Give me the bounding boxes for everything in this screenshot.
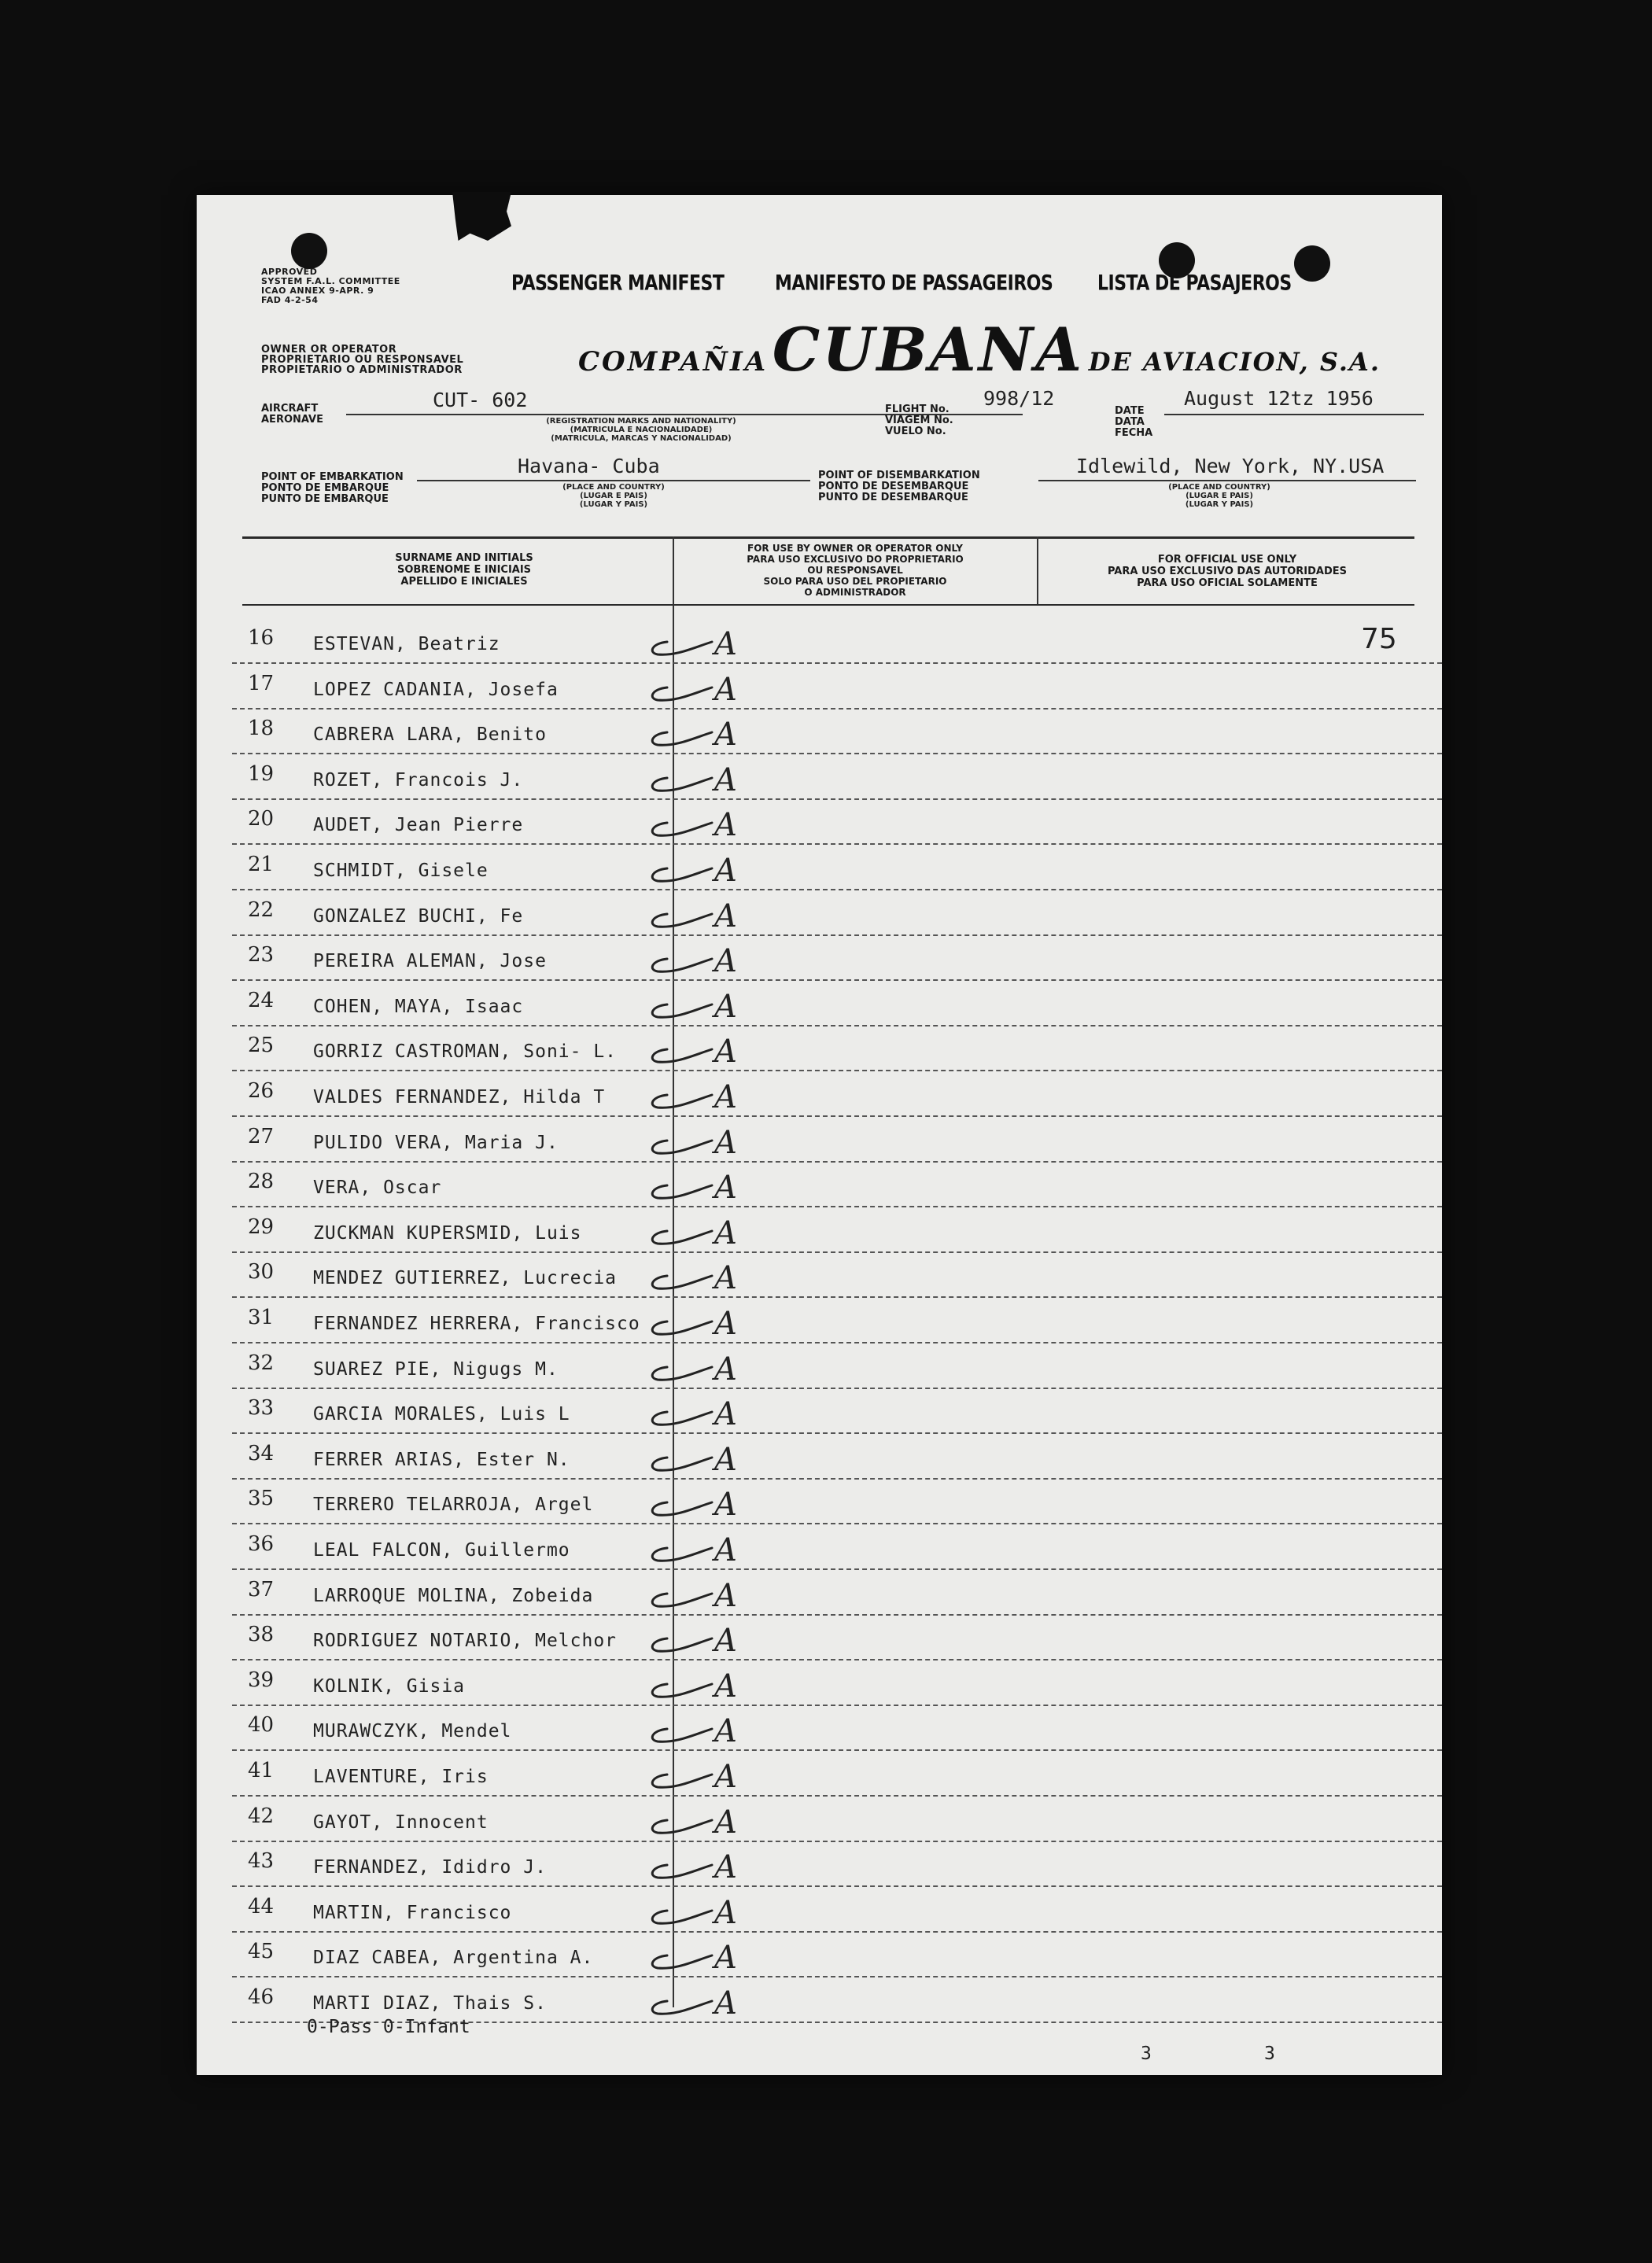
table-row	[197, 618, 1442, 664]
passenger-name: GORRIZ CASTROMAN, Soni- L.	[313, 1041, 618, 1063]
passenger-name: VALDES FERNANDEZ, Hilda T	[313, 1087, 606, 1108]
footer-page-a: 3	[1141, 2044, 1152, 2064]
passenger-name: DIAZ CABEA, Argentina A.	[313, 1948, 594, 1969]
passenger-name: PULIDO VERA, Maria J.	[313, 1132, 559, 1153]
row-number: 22	[248, 897, 275, 922]
check-mark-icon	[621, 890, 763, 936]
table-row	[197, 799, 1442, 845]
check-mark-icon	[621, 1660, 763, 1706]
company-logo: COMPAÑIA CUBANA DE AVIACION, S.A.	[578, 315, 1381, 385]
passenger-name: MENDEZ GUTIERREZ, Lucrecia	[313, 1268, 618, 1289]
approval-stamp: APPROVED SYSTEM F.A.L. COMMITTEE ICAO ANNEX 9-APR. 9 FAD 4-2-54	[261, 267, 400, 305]
passenger-name: SCHMIDT, Gisele	[313, 861, 489, 881]
title-spanish: LISTA DE PASAJEROS	[1097, 271, 1292, 296]
table-row	[197, 935, 1442, 981]
torn-corner	[452, 192, 511, 241]
check-mark-icon	[621, 981, 763, 1026]
table-row	[197, 1751, 1442, 1797]
table-row	[197, 1071, 1442, 1117]
check-mark-icon	[621, 1887, 763, 1933]
passenger-name: ZUCKMAN KUPERSMID, Luis	[313, 1222, 582, 1244]
check-mark-icon	[621, 754, 763, 800]
approval-mark: A	[714, 853, 737, 889]
column-divider	[1037, 536, 1038, 604]
approval-mark: A	[714, 761, 737, 798]
approval-mark: A	[714, 1532, 737, 1568]
check-mark-icon	[621, 1570, 763, 1616]
approval-mark: A	[714, 1985, 737, 2022]
row-number: 19	[248, 761, 275, 786]
table-row	[197, 1932, 1442, 1977]
table-row	[197, 1252, 1442, 1298]
embarkation-sublabel: (PLACE AND COUNTRY) (LUGAR E PAIS) (LUGAR Y PAIS)	[562, 483, 665, 509]
aircraft-sublabel: (REGISTRATION MARKS AND NATIONALITY) (MATRICULA E NACIONALIDADE) (MATRICULA, MARCAS Y NACIONALIDAD)	[546, 417, 736, 443]
flight-value: 998/12	[983, 387, 1055, 410]
embarkation-value: Havana- Cuba	[518, 455, 660, 477]
disembarkation-label: POINT OF DISEMBARKATION PONTO DE DESEMBARQUE PUNTO DE DESEMBARQUE	[818, 470, 980, 503]
passenger-name: GONZALEZ BUCHI, Fe	[313, 905, 524, 927]
approval-mark: A	[714, 1759, 737, 1795]
check-mark-icon	[621, 1841, 763, 1887]
table-row	[197, 1117, 1442, 1163]
footer-page-b: 3	[1264, 2044, 1275, 2064]
passenger-name: AUDET, Jean Pierre	[313, 815, 524, 836]
check-mark-icon	[621, 664, 763, 709]
table-row	[197, 709, 1442, 754]
row-number: 23	[248, 943, 275, 967]
date-label: DATE DATA FECHA	[1115, 405, 1153, 439]
passenger-name: KOLNIK, Gisia	[313, 1675, 466, 1697]
table-row	[197, 1026, 1442, 1071]
passenger-name: PEREIRA ALEMAN, Jose	[313, 951, 547, 972]
approval-mark: A	[714, 671, 737, 708]
approval-mark: A	[714, 1124, 737, 1161]
passenger-name: COHEN, MAYA, Isaac	[313, 996, 524, 1017]
column-header-owner: FOR USE BY OWNER OR OPERATOR ONLY PARA USO EXCLUSIVO DO PROPRIETARIO OU RESPONSAVEL SOLO PARA USO DEL PROPIETARIO O ADMINISTRADOR	[747, 543, 964, 598]
table-row	[197, 1615, 1442, 1660]
passenger-name: ESTEVAN, Beatriz	[313, 634, 500, 654]
check-mark-icon	[621, 709, 763, 754]
check-mark-icon	[621, 1797, 763, 1842]
column-header-names: SURNAME AND INITIALS SOBRENOME E INICIAIS APELLIDO E INICIALES	[395, 552, 533, 588]
row-number: 18	[248, 717, 275, 741]
approval-mark: A	[714, 717, 737, 754]
disembarkation-sublabel: (PLACE AND COUNTRY) (LUGAR E PAIS) (LUGAR Y PAIS)	[1168, 483, 1270, 509]
table-row	[197, 1298, 1442, 1343]
check-mark-icon	[621, 935, 763, 981]
check-mark-icon	[621, 1252, 763, 1298]
check-mark-icon	[621, 1071, 763, 1117]
row-number: 26	[248, 1079, 275, 1103]
table-row	[197, 1660, 1442, 1706]
approval-mark: A	[714, 1623, 737, 1660]
passenger-name: RODRIGUEZ NOTARIO, Melchor	[313, 1631, 618, 1652]
disembarkation-underline	[1038, 480, 1416, 481]
check-mark-icon	[621, 845, 763, 890]
passenger-name: FERRER ARIAS, Ester N.	[313, 1449, 570, 1470]
check-mark-icon	[621, 1932, 763, 1977]
table-row	[197, 1479, 1442, 1524]
row-number: 41	[248, 1759, 275, 1782]
row-number: 31	[248, 1306, 275, 1329]
footer-note: 0-Pass 0-Infant	[307, 2017, 470, 2037]
owner-operator-label: OWNER OR OPERATOR PROPRIETARIO OU RESPONSAVEL PROPIETARIO O ADMINISTRADOR	[261, 344, 464, 376]
approval-mark: A	[714, 1441, 737, 1478]
passenger-name: SUAREZ PIE, Nigugs M.	[313, 1358, 559, 1380]
check-mark-icon	[621, 1615, 763, 1660]
check-mark-icon	[621, 1434, 763, 1480]
passenger-name: MARTIN, Francisco	[313, 1902, 512, 1923]
approval-mark: A	[714, 1170, 737, 1207]
table-row	[197, 1388, 1442, 1434]
table-top-rule	[242, 536, 1414, 539]
approval-mark: A	[714, 1487, 737, 1524]
approval-mark: A	[714, 626, 737, 662]
passenger-name: LEAL FALCON, Guillermo	[313, 1540, 570, 1561]
table-row	[197, 1434, 1442, 1480]
punch-hole	[1294, 245, 1330, 282]
table-row	[197, 1841, 1442, 1887]
aircraft-label: AIRCRAFT AERONAVE	[261, 403, 324, 426]
approval-mark: A	[714, 1260, 737, 1297]
passenger-name: TERRERO TELARROJA, Argel	[313, 1495, 594, 1516]
table-row	[197, 664, 1442, 709]
manifest-page	[197, 195, 1442, 2075]
table-header-rule	[242, 604, 1414, 606]
passenger-name: GARCIA MORALES, Luis L	[313, 1404, 570, 1425]
approval-mark: A	[714, 1306, 737, 1342]
row-number: 17	[248, 671, 275, 695]
table-row	[197, 1524, 1442, 1570]
row-number: 39	[248, 1668, 275, 1692]
check-mark-icon	[621, 1388, 763, 1434]
table-row	[197, 1887, 1442, 1933]
row-number: 30	[248, 1260, 275, 1284]
row-number: 43	[248, 1849, 275, 1874]
approval-mark: A	[714, 1396, 737, 1433]
table-row	[197, 1705, 1442, 1751]
flight-label: FLIGHT No. VIAGEM No. VUELO No.	[885, 404, 953, 437]
column-header-official: FOR OFFICIAL USE ONLY PARA USO EXCLUSIVO DAS AUTORIDADES PARA USO OFICIAL SOLAMENTE	[1107, 554, 1348, 589]
title-portuguese: MANIFESTO DE PASSAGEIROS	[775, 271, 1053, 296]
approval-mark: A	[714, 1894, 737, 1931]
row-number: 21	[248, 853, 275, 876]
passenger-name: ROZET, Francois J.	[313, 769, 524, 791]
date-value: August 12tz 1956	[1184, 387, 1374, 410]
check-mark-icon	[621, 1343, 763, 1389]
table-row	[197, 981, 1442, 1026]
check-mark-icon	[621, 1026, 763, 1071]
row-number: 16	[248, 626, 275, 650]
row-number: 44	[248, 1894, 275, 1918]
approval-mark: A	[714, 1940, 737, 1977]
row-number: 36	[248, 1532, 275, 1556]
table-row	[197, 1207, 1442, 1253]
row-number: 32	[248, 1351, 275, 1375]
check-mark-icon	[621, 1524, 763, 1570]
table-row	[197, 845, 1442, 890]
row-number: 27	[248, 1124, 275, 1148]
row-number: 28	[248, 1170, 275, 1194]
approval-mark: A	[714, 1214, 737, 1251]
passenger-name: FERNANDEZ HERRERA, Francisco	[313, 1314, 640, 1334]
check-mark-icon	[621, 1479, 763, 1524]
approval-mark: A	[714, 1668, 737, 1705]
table-row	[197, 1162, 1442, 1207]
row-number: 34	[248, 1441, 275, 1465]
approval-mark: A	[714, 1577, 737, 1614]
table-row	[197, 1797, 1442, 1842]
passenger-name: GAYOT, Innocent	[313, 1812, 489, 1833]
passenger-name: VERA, Oscar	[313, 1178, 442, 1199]
approval-mark: A	[714, 807, 737, 844]
passenger-name: MARTI DIAZ, Thais S.	[313, 1993, 547, 2014]
check-mark-icon	[621, 1162, 763, 1207]
row-number: 33	[248, 1396, 275, 1421]
check-mark-icon	[621, 1117, 763, 1163]
date-underline	[1164, 414, 1424, 415]
check-mark-icon	[621, 1977, 763, 2023]
approval-mark: A	[714, 1849, 737, 1886]
row-number: 24	[248, 988, 275, 1012]
approval-mark: A	[714, 897, 737, 934]
passenger-name: LOPEZ CADANIA, Josefa	[313, 679, 559, 700]
approval-mark: A	[714, 1351, 737, 1388]
row-number: 35	[248, 1487, 275, 1511]
approval-mark: A	[714, 1713, 737, 1750]
row-number: 46	[248, 1985, 275, 2009]
check-mark-icon	[621, 1751, 763, 1797]
approval-mark: A	[714, 1034, 737, 1071]
passenger-name: MURAWCZYK, Mendel	[313, 1721, 512, 1742]
table-row	[197, 1570, 1442, 1616]
approval-mark: A	[714, 943, 737, 980]
check-mark-icon	[621, 1298, 763, 1343]
row-number: 40	[248, 1713, 275, 1738]
row-number: 29	[248, 1214, 275, 1239]
passenger-name: FERNANDEZ, Ididro J.	[313, 1857, 547, 1878]
check-mark-icon	[621, 618, 763, 664]
row-number: 42	[248, 1804, 275, 1828]
approval-mark: A	[714, 1804, 737, 1841]
embarkation-underline	[417, 480, 810, 481]
table-row	[197, 890, 1442, 936]
row-number: 20	[248, 807, 275, 831]
passenger-name: LARROQUE MOLINA, Zobeida	[313, 1585, 594, 1606]
approval-mark: A	[714, 1079, 737, 1115]
embarkation-label: POINT OF EMBARKATION PONTO DE EMBARQUE PUNTO DE EMBARQUE	[261, 471, 404, 505]
check-mark-icon	[621, 799, 763, 845]
aircraft-value: CUT- 602	[433, 389, 528, 411]
official-count: 75	[1361, 623, 1397, 655]
row-number: 45	[248, 1940, 275, 1964]
passenger-name: LAVENTURE, Iris	[313, 1767, 489, 1787]
table-row	[197, 754, 1442, 800]
check-mark-icon	[621, 1207, 763, 1253]
title-english: PASSENGER MANIFEST	[511, 271, 725, 296]
disembarkation-value: Idlewild, New York, NY.USA	[1076, 455, 1385, 477]
row-number: 37	[248, 1577, 275, 1601]
passenger-name: CABRERA LARA, Benito	[313, 724, 547, 746]
row-number: 38	[248, 1623, 275, 1647]
approval-mark: A	[714, 988, 737, 1025]
table-row	[197, 1343, 1442, 1389]
check-mark-icon	[621, 1705, 763, 1751]
row-number: 25	[248, 1034, 275, 1058]
